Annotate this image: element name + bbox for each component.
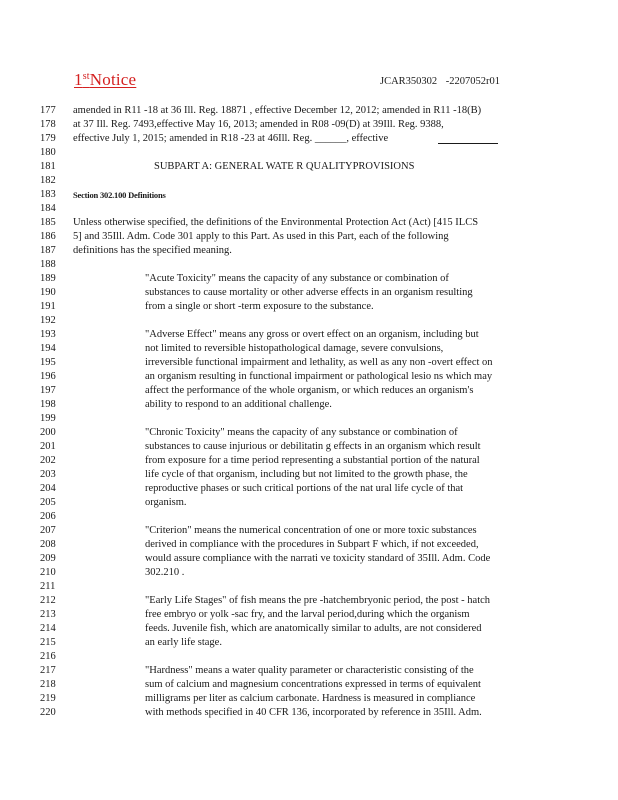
line-number: 190 bbox=[40, 287, 56, 298]
line-number: 177 bbox=[40, 105, 56, 116]
line-text: "Early Life Stages" of fish means the pre -hatchembryonic period, the post - hatch bbox=[145, 595, 491, 606]
line-text: with methods specified in 40 CFR 136, incorporated by reference in 35Ill. Adm. bbox=[145, 707, 482, 718]
line-text: "Adverse Effect" means any gross or overt effect on an organism, including but bbox=[145, 329, 479, 340]
document-line bbox=[40, 482, 600, 496]
notice-label bbox=[74, 70, 136, 90]
line-text: Section 302.100 Definitions bbox=[73, 190, 166, 200]
line-number: 188 bbox=[40, 259, 56, 270]
line-text: sum of calcium and magnesium concentrations expressed in terms of equivalent bbox=[145, 679, 481, 690]
line-text: 302.210 . bbox=[145, 567, 185, 578]
document-line bbox=[40, 328, 600, 342]
line-text: organism. bbox=[145, 497, 187, 508]
line-text: life cycle of that organism, including but not limited to the growth phase, the bbox=[145, 469, 468, 480]
document-line bbox=[40, 174, 600, 188]
document-line bbox=[40, 678, 600, 692]
document-line bbox=[40, 300, 600, 314]
line-number: 217 bbox=[40, 665, 56, 676]
line-number: 180 bbox=[40, 147, 56, 158]
line-number: 179 bbox=[40, 133, 56, 144]
document-line bbox=[40, 510, 600, 524]
line-text: effective July 1, 2015; amended in R18 -23 at 46Ill. Reg. ______, effective bbox=[73, 133, 389, 144]
line-number: 185 bbox=[40, 217, 56, 228]
line-number: 219 bbox=[40, 693, 56, 704]
line-number: 195 bbox=[40, 357, 56, 368]
line-text: definitions has the specified meaning. bbox=[73, 245, 232, 256]
line-number: 193 bbox=[40, 329, 56, 340]
document-line bbox=[40, 664, 600, 678]
line-number: 203 bbox=[40, 469, 56, 480]
document-line bbox=[40, 412, 600, 426]
document-line bbox=[40, 202, 600, 216]
line-number: 194 bbox=[40, 343, 56, 354]
notice-word: Notice bbox=[89, 70, 137, 89]
document-line bbox=[40, 370, 600, 384]
line-number: 191 bbox=[40, 301, 56, 312]
document-line bbox=[40, 566, 600, 580]
effective-date-blank bbox=[438, 133, 498, 144]
line-text: "Hardness" means a water quality parameter or characteristic consisting of the bbox=[145, 665, 474, 676]
line-text: amended in R11 -18 at 36 Ill. Reg. 18871 , effective December 12, 2012; amended in R11 -18(B) bbox=[73, 105, 482, 116]
line-number: 178 bbox=[40, 119, 56, 130]
line-number: 207 bbox=[40, 525, 56, 536]
document-line bbox=[40, 650, 600, 664]
document-line bbox=[40, 496, 600, 510]
document-line bbox=[40, 342, 600, 356]
line-number: 209 bbox=[40, 553, 56, 564]
line-number: 216 bbox=[40, 651, 56, 662]
line-text: substances to cause injurious or debilitatin g effects in an organism which result bbox=[145, 441, 481, 452]
document-line bbox=[40, 608, 600, 622]
line-number: 205 bbox=[40, 497, 56, 508]
line-number: 182 bbox=[40, 175, 56, 186]
line-number: 214 bbox=[40, 623, 56, 634]
document-line bbox=[40, 580, 600, 594]
line-text: an organism resulting in functional impairment or pathological lesio ns which may bbox=[145, 371, 493, 382]
document-line bbox=[40, 104, 600, 118]
document-line bbox=[40, 216, 600, 230]
document-line bbox=[40, 188, 600, 202]
line-number: 211 bbox=[40, 581, 56, 592]
line-number: 213 bbox=[40, 609, 56, 620]
document-line bbox=[40, 398, 600, 412]
document-line bbox=[40, 118, 600, 132]
line-text: "Criterion" means the numerical concentration of one or more toxic substances bbox=[145, 525, 477, 536]
line-number: 220 bbox=[40, 707, 56, 718]
document-line bbox=[40, 636, 600, 650]
document-line bbox=[40, 692, 600, 706]
document-line bbox=[40, 160, 600, 174]
line-text: would assure compliance with the narrati ve toxicity standard of 35Ill. Adm. Code bbox=[145, 553, 491, 564]
document-line bbox=[40, 356, 600, 370]
document-line bbox=[40, 552, 600, 566]
line-text: ability to respond to an additional challenge. bbox=[145, 399, 332, 410]
line-text: at 37 Ill. Reg. 7493,effective May 16, 2013; amended in R08 -09(D) at 39Ill. Reg. 9388, bbox=[73, 119, 444, 130]
page-header bbox=[74, 70, 514, 92]
jcar-reference: JCAR350302 -2207052r01 bbox=[380, 76, 501, 87]
line-number: 198 bbox=[40, 399, 56, 410]
line-number: 204 bbox=[40, 483, 56, 494]
notice-superscript: st bbox=[82, 71, 90, 82]
line-text: irreversible functional impairment and lethality, as well as any non -overt effect on bbox=[145, 357, 493, 368]
line-text: Unless otherwise specified, the definitions of the Environmental Protection Act (Act) [415 ILCS bbox=[73, 217, 479, 228]
document-line bbox=[40, 384, 600, 398]
line-text: milligrams per liter as calcium carbonate. Hardness is measured in compliance bbox=[145, 693, 476, 704]
document-line bbox=[40, 314, 600, 328]
document-line bbox=[40, 622, 600, 636]
line-text: free embryo or yolk -sac fry, and the larval period,during which the organism bbox=[145, 609, 470, 620]
line-text: from exposure for a time period representing a substantial portion of the natural bbox=[145, 455, 480, 466]
line-number: 187 bbox=[40, 245, 56, 256]
line-text: feeds. Juvenile fish, which are anatomically similar to adults, are not considered bbox=[145, 623, 482, 634]
line-number: 192 bbox=[40, 315, 56, 326]
line-number: 215 bbox=[40, 637, 56, 648]
document-line bbox=[40, 426, 600, 440]
document-line bbox=[40, 230, 600, 244]
line-number: 210 bbox=[40, 567, 56, 578]
document-line bbox=[40, 258, 600, 272]
document-line bbox=[40, 244, 600, 258]
line-text: affect the performance of the whole organism, or which reduces an organism's bbox=[145, 385, 474, 396]
line-number: 218 bbox=[40, 679, 56, 690]
document-line bbox=[40, 286, 600, 300]
line-text: "Acute Toxicity" means the capacity of any substance or combination of bbox=[145, 273, 449, 284]
line-text: from a single or short -term exposure to the substance. bbox=[145, 301, 374, 312]
line-number: 201 bbox=[40, 441, 56, 452]
line-number: 212 bbox=[40, 595, 56, 606]
line-number: 189 bbox=[40, 273, 56, 284]
line-number: 186 bbox=[40, 231, 56, 242]
line-text: an early life stage. bbox=[145, 637, 222, 648]
line-number: 200 bbox=[40, 427, 56, 438]
line-number: 181 bbox=[40, 161, 56, 172]
document-line bbox=[40, 538, 600, 552]
line-text: reproductive phases or such critical portions of the nat ural life cycle of that bbox=[145, 483, 464, 494]
line-text: SUBPART A: GENERAL WATE R QUALITYPROVISIONS bbox=[154, 161, 415, 172]
document-line bbox=[40, 594, 600, 608]
document-line bbox=[40, 524, 600, 538]
document-line bbox=[40, 146, 600, 160]
document-line bbox=[40, 706, 600, 720]
line-number: 183 bbox=[40, 189, 56, 200]
line-text: not limited to reversible histopathological damage, severe convulsions, bbox=[145, 343, 444, 354]
notice-number: 1 bbox=[74, 70, 83, 89]
line-number: 206 bbox=[40, 511, 56, 522]
document-line bbox=[40, 468, 600, 482]
line-text: "Chronic Toxicity" means the capacity of any substance or combination of bbox=[145, 427, 458, 438]
document-line bbox=[40, 272, 600, 286]
line-text: substances to cause mortality or other adverse effects in an organism resulting bbox=[145, 287, 473, 298]
line-number: 208 bbox=[40, 539, 56, 550]
line-number: 184 bbox=[40, 203, 56, 214]
line-number: 196 bbox=[40, 371, 56, 382]
line-text: derived in compliance with the procedures in Subpart F which, if not exceeded, bbox=[145, 539, 479, 550]
document-line bbox=[40, 132, 600, 146]
line-number: 199 bbox=[40, 413, 56, 424]
line-number: 197 bbox=[40, 385, 56, 396]
line-number: 202 bbox=[40, 455, 56, 466]
document-line bbox=[40, 440, 600, 454]
document-line bbox=[40, 454, 600, 468]
line-text: 5] and 35Ill. Adm. Code 301 apply to this Part. As used in this Part, each of the following bbox=[73, 231, 449, 242]
